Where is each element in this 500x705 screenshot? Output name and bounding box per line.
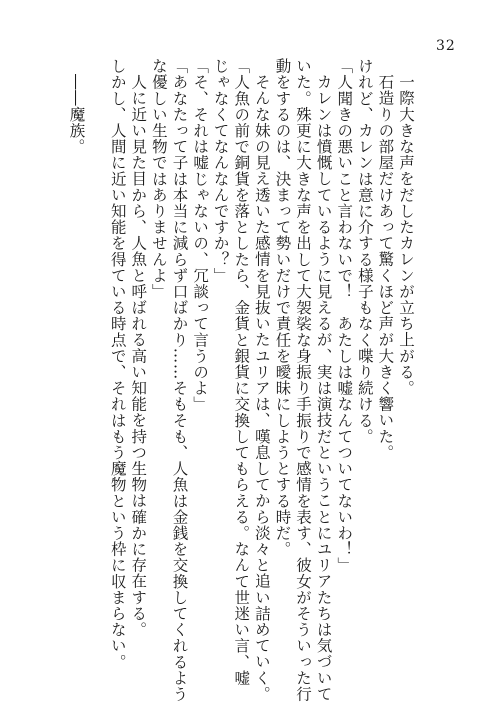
text-line: いた。殊更に大きな声を出して大袈裟な身振り手振りで感情を表す、彼女がそういった行: [294, 58, 313, 702]
page-number: 32: [436, 38, 456, 54]
text-line: しかし、人間に近い知能を得ている時点で、それはもう魔物という枠に収まらない。: [108, 58, 127, 670]
text-line: カレンは憤慨しているように見えるが、実は演技だということにユリアたちは気づいて: [314, 73, 333, 702]
text-line: 「あなたって子は本当に減らず口ばかり……そもそも、人魚は金銭を交換してくれるよう: [170, 58, 189, 702]
text-line: 人に近い見た目から、人魚と呼ばれる高い知能を持つ生物は確かに存在する。: [129, 73, 148, 637]
text-line: ――魔族。: [67, 73, 86, 154]
text-line: 一際大きな声をだしたカレンが立ち上がる。: [397, 73, 415, 396]
text-line: 「人聞きの悪いこと言わないで！ あたしは嘘なんてついてないわ！」: [335, 58, 354, 574]
text-line: 石造りの部屋だけあって驚くほど声が大きく響いた。: [376, 73, 395, 460]
text-line: けれど、カレンは意に介する様子もなく喋り続ける。: [355, 58, 374, 445]
text-line: 「人魚の前で銅貨を落としたら、金貨と銀貨に交換してもらえる。なんて世迷い言、嘘: [232, 58, 251, 686]
text-line: な優しい生物ではありませんよ」: [149, 58, 168, 300]
text-line: そんな妹の見え透いた感情を見抜いたユリアは、嘆息してから淡々と追い詰めていく。: [252, 73, 271, 702]
novel-text-block: [67, 58, 416, 702]
text-line: 「そ、それは嘘じゃないの、冗談って言うのよ」: [191, 58, 210, 413]
text-line: じゃなくてなんなんですか？」: [211, 58, 230, 284]
text-line: 動をするのは、決まって勢いだけで責任を曖昧にしようとする時だ。: [273, 58, 292, 558]
blank-line: [87, 58, 108, 658]
